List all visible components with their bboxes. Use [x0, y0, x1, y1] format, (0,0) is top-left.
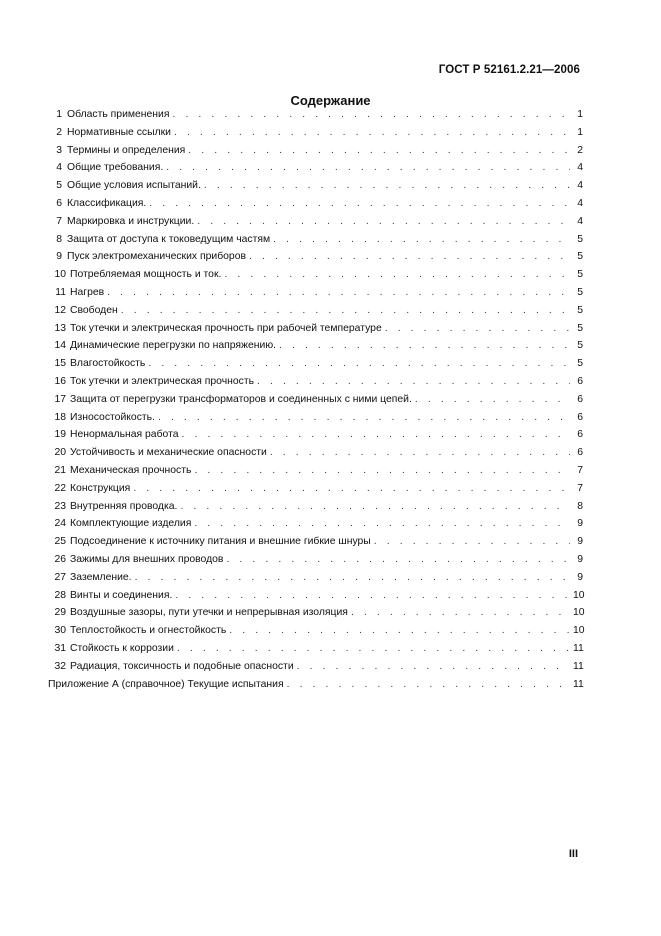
toc-entry-number: 12 — [54, 304, 66, 316]
toc-entry-page: 5 — [577, 286, 583, 298]
toc-dot-leader — [270, 447, 570, 458]
toc-entry-number: 2 — [56, 126, 62, 138]
toc-dot-leader — [197, 216, 570, 227]
toc-entry-label: Устойчивость и механические опасности — [70, 447, 267, 459]
toc-entry-label: Область применения — [67, 109, 170, 120]
toc-entry-label: Динамические перегрузки по напряжению. — [70, 340, 276, 352]
toc-entry-label: Потребляемая мощность и ток. — [70, 269, 222, 281]
toc-dot-leader — [374, 536, 570, 547]
toc-dot-leader — [188, 145, 570, 156]
toc-entry-label: Защита от доступа к токоведущим частям — [67, 233, 271, 245]
toc-entry[interactable] — [48, 643, 583, 661]
toc-entry-page: 11 — [573, 642, 584, 654]
toc-dot-leader — [279, 340, 570, 351]
toc-entry-number: 3 — [56, 144, 62, 156]
toc-entry-page: 5 — [577, 322, 583, 334]
toc-entry-page: 8 — [577, 500, 583, 512]
toc-entry-page: 5 — [577, 251, 583, 263]
toc-entry[interactable] — [48, 127, 583, 145]
page-number-roman: III — [568, 848, 578, 860]
toc-entry-number: 27 — [54, 571, 66, 583]
toc-entry[interactable] — [48, 234, 583, 252]
table-of-contents — [48, 109, 583, 696]
toc-entry-page: 1 — [577, 126, 583, 138]
toc-entry-page: 4 — [577, 215, 583, 227]
toc-entry-number: 9 — [56, 251, 62, 263]
toc-dot-leader — [273, 234, 570, 245]
toc-dot-leader — [204, 180, 570, 191]
toc-entry[interactable] — [48, 412, 583, 430]
toc-entry[interactable] — [48, 376, 583, 394]
toc-entry-page: 2 — [577, 144, 583, 156]
toc-dot-leader — [158, 412, 570, 423]
toc-entry-page: 7 — [577, 482, 583, 494]
toc-entry-page: 4 — [577, 180, 583, 192]
toc-entry-number: 15 — [54, 358, 66, 370]
toc-entry[interactable] — [48, 572, 583, 590]
toc-entry-number: 4 — [56, 162, 62, 174]
toc-entry[interactable] — [48, 198, 583, 216]
toc-entry[interactable] — [48, 269, 583, 287]
toc-entry-number: 17 — [54, 393, 66, 405]
toc-dot-leader — [415, 394, 570, 405]
toc-dot-leader — [224, 269, 570, 280]
toc-entry[interactable] — [48, 323, 583, 341]
toc-entry-number: 19 — [54, 429, 66, 441]
toc-dot-leader — [166, 162, 570, 173]
toc-entry-page: 6 — [577, 393, 583, 405]
toc-entry-label: Общие требования. — [67, 162, 164, 174]
toc-entry-page: 5 — [577, 233, 583, 245]
toc-dot-leader — [174, 127, 570, 138]
toc-dot-leader — [175, 590, 570, 601]
toc-entry[interactable] — [48, 251, 583, 269]
toc-dot-leader — [182, 429, 571, 440]
toc-entry[interactable] — [48, 554, 583, 572]
toc-entry-label: Конструкция — [70, 482, 131, 494]
toc-dot-leader — [107, 287, 570, 298]
toc-entry-page: 9 — [577, 536, 583, 548]
toc-dot-leader — [133, 483, 570, 494]
toc-entry-number: 22 — [54, 482, 66, 494]
toc-entry-page: 5 — [577, 358, 583, 370]
toc-entry-number: 8 — [56, 233, 62, 245]
document-header: ГОСТ Р 52161.2.21—2006 — [438, 64, 580, 76]
toc-entry-number: 10 — [54, 269, 66, 281]
toc-entry-number: 13 — [54, 322, 66, 334]
toc-entry[interactable] — [48, 287, 583, 305]
toc-dot-leader — [385, 323, 570, 334]
toc-entry-number: 6 — [56, 197, 62, 209]
toc-dot-leader — [135, 572, 570, 583]
toc-entry-number: 24 — [54, 518, 66, 530]
toc-entry-number: 26 — [54, 553, 66, 565]
toc-entry-number: 32 — [54, 660, 66, 672]
toc-dot-leader — [226, 554, 570, 565]
toc-entry-page: 5 — [577, 340, 583, 352]
toc-entry[interactable] — [48, 145, 583, 163]
toc-entry-label: Комплектующие изделия — [70, 518, 192, 530]
toc-entry-label: Механическая прочность — [70, 464, 192, 476]
toc-entry-label: Классификация. — [67, 197, 147, 209]
toc-entry-number: 25 — [54, 536, 66, 548]
toc-dot-leader — [194, 465, 570, 476]
toc-entry-page: 6 — [577, 375, 583, 387]
toc-entry-label: Радиация, токсичность и подобные опасности — [70, 660, 294, 672]
toc-entry-label: Защита от перегрузки трансформаторов и соединенных с ними цепей. — [70, 393, 412, 405]
toc-entry[interactable] — [48, 358, 583, 376]
toc-entry[interactable] — [48, 590, 583, 608]
toc-dot-leader — [148, 358, 570, 369]
toc-entry-page: 10 — [573, 589, 585, 601]
toc-entry-page: 1 — [577, 109, 583, 120]
toc-entry[interactable] — [48, 394, 583, 412]
toc-entry-label: Винты и соединения. — [70, 589, 173, 601]
toc-entry-page: 6 — [577, 411, 583, 423]
toc-entry-number: 23 — [54, 500, 66, 512]
toc-dot-leader — [149, 198, 570, 209]
toc-entry-label: Ненормальная работа — [70, 429, 179, 441]
toc-entry[interactable] — [48, 180, 583, 198]
toc-dot-leader — [194, 518, 570, 529]
toc-appendix-entry[interactable] — [48, 679, 583, 697]
toc-appendix-page: 11 — [573, 678, 584, 690]
toc-entry-label: Свободен — [70, 304, 118, 316]
page-title: Содержание — [290, 93, 371, 108]
toc-appendix-label: Приложение А (справочное) Текущие испытания — [48, 678, 284, 690]
toc-entry-label: Износостойкость. — [70, 411, 155, 423]
toc-entry-number: 14 — [54, 340, 66, 352]
toc-entry-label: Нагрев — [70, 286, 105, 298]
toc-entry-number: 11 — [55, 286, 66, 298]
toc-entry[interactable] — [48, 447, 583, 465]
toc-entry[interactable] — [48, 625, 583, 643]
toc-entry-page: 5 — [577, 304, 583, 316]
toc-entry[interactable] — [48, 340, 583, 358]
toc-entry[interactable] — [48, 429, 583, 447]
toc-entry-label: Маркировка и инструкции. — [67, 215, 195, 227]
toc-dot-leader — [287, 679, 570, 690]
toc-entry[interactable] — [48, 162, 583, 180]
toc-entry-label: Зажимы для внешних проводов — [70, 553, 224, 565]
toc-entry-page: 7 — [577, 464, 583, 476]
toc-dot-leader — [249, 251, 570, 262]
toc-entry-page: 6 — [577, 429, 583, 441]
toc-entry-page: 9 — [577, 553, 583, 565]
toc-dot-leader — [177, 643, 570, 654]
toc-entry-page: 9 — [577, 571, 583, 583]
toc-entry-number: 5 — [56, 180, 62, 192]
toc-entry-number: 18 — [54, 411, 66, 423]
toc-entry[interactable] — [48, 109, 583, 127]
toc-entry-page: 5 — [577, 269, 583, 281]
toc-dot-leader — [180, 501, 570, 512]
toc-entry-label: Влагостойкость — [70, 358, 146, 370]
toc-entry-label: Теплостойкость и огнестойкость — [70, 625, 227, 637]
toc-entry-label: Ток утечки и электрическая прочность при рабочей температуре — [70, 322, 382, 334]
toc-entry-label: Стойкость к коррозии — [70, 642, 174, 654]
toc-entry-label: Нормативные ссылки — [67, 126, 171, 138]
toc-entry[interactable] — [48, 661, 583, 679]
toc-entry-label: Подсоединение к источнику питания и внешние гибкие шнуры — [70, 536, 371, 548]
toc-entry-label: Воздушные зазоры, пути утечки и непрерывная изоляция — [70, 607, 348, 619]
toc-entry-page: 4 — [577, 162, 583, 174]
toc-dot-leader — [297, 661, 570, 672]
toc-entry[interactable] — [48, 216, 583, 234]
toc-entry-number: 16 — [54, 375, 66, 387]
toc-entry-label: Пуск электромеханических приборов — [67, 251, 246, 263]
toc-entry[interactable] — [48, 483, 583, 501]
toc-entry-number: 30 — [54, 625, 66, 637]
toc-entry-number: 20 — [54, 447, 66, 459]
toc-dot-leader — [121, 305, 570, 316]
toc-dot-leader — [257, 376, 570, 387]
toc-entry-number: 31 — [54, 642, 66, 654]
toc-entry-page: 9 — [577, 518, 583, 530]
toc-dot-leader — [351, 607, 570, 618]
toc-entry-page: 6 — [577, 447, 583, 459]
toc-entry-page: 4 — [577, 197, 583, 209]
toc-entry-page: 10 — [573, 625, 585, 637]
toc-entry[interactable] — [48, 305, 583, 323]
toc-dot-leader — [172, 109, 570, 120]
toc-dot-leader — [229, 625, 570, 636]
toc-entry-number: 29 — [54, 607, 66, 619]
toc-entry-number: 28 — [54, 589, 66, 601]
toc-entry-number: 21 — [54, 464, 66, 476]
toc-entry[interactable] — [48, 465, 583, 483]
toc-entry[interactable] — [48, 518, 583, 536]
toc-entry-number: 1 — [56, 109, 62, 120]
toc-entry-label: Внутренняя проводка. — [70, 500, 178, 512]
toc-entry-page: 11 — [573, 660, 584, 672]
toc-entry-label: Ток утечки и электрическая прочность — [70, 375, 254, 387]
toc-entry-number: 7 — [56, 215, 62, 227]
toc-entry-label: Термины и определения — [67, 144, 186, 156]
toc-entry-page: 10 — [573, 607, 585, 619]
toc-entry[interactable] — [48, 607, 583, 625]
toc-entry-label: Заземление. — [70, 571, 132, 583]
toc-entry[interactable] — [48, 501, 583, 519]
toc-entry[interactable] — [48, 536, 583, 554]
toc-entry-label: Общие условия испытаний. — [67, 180, 201, 192]
